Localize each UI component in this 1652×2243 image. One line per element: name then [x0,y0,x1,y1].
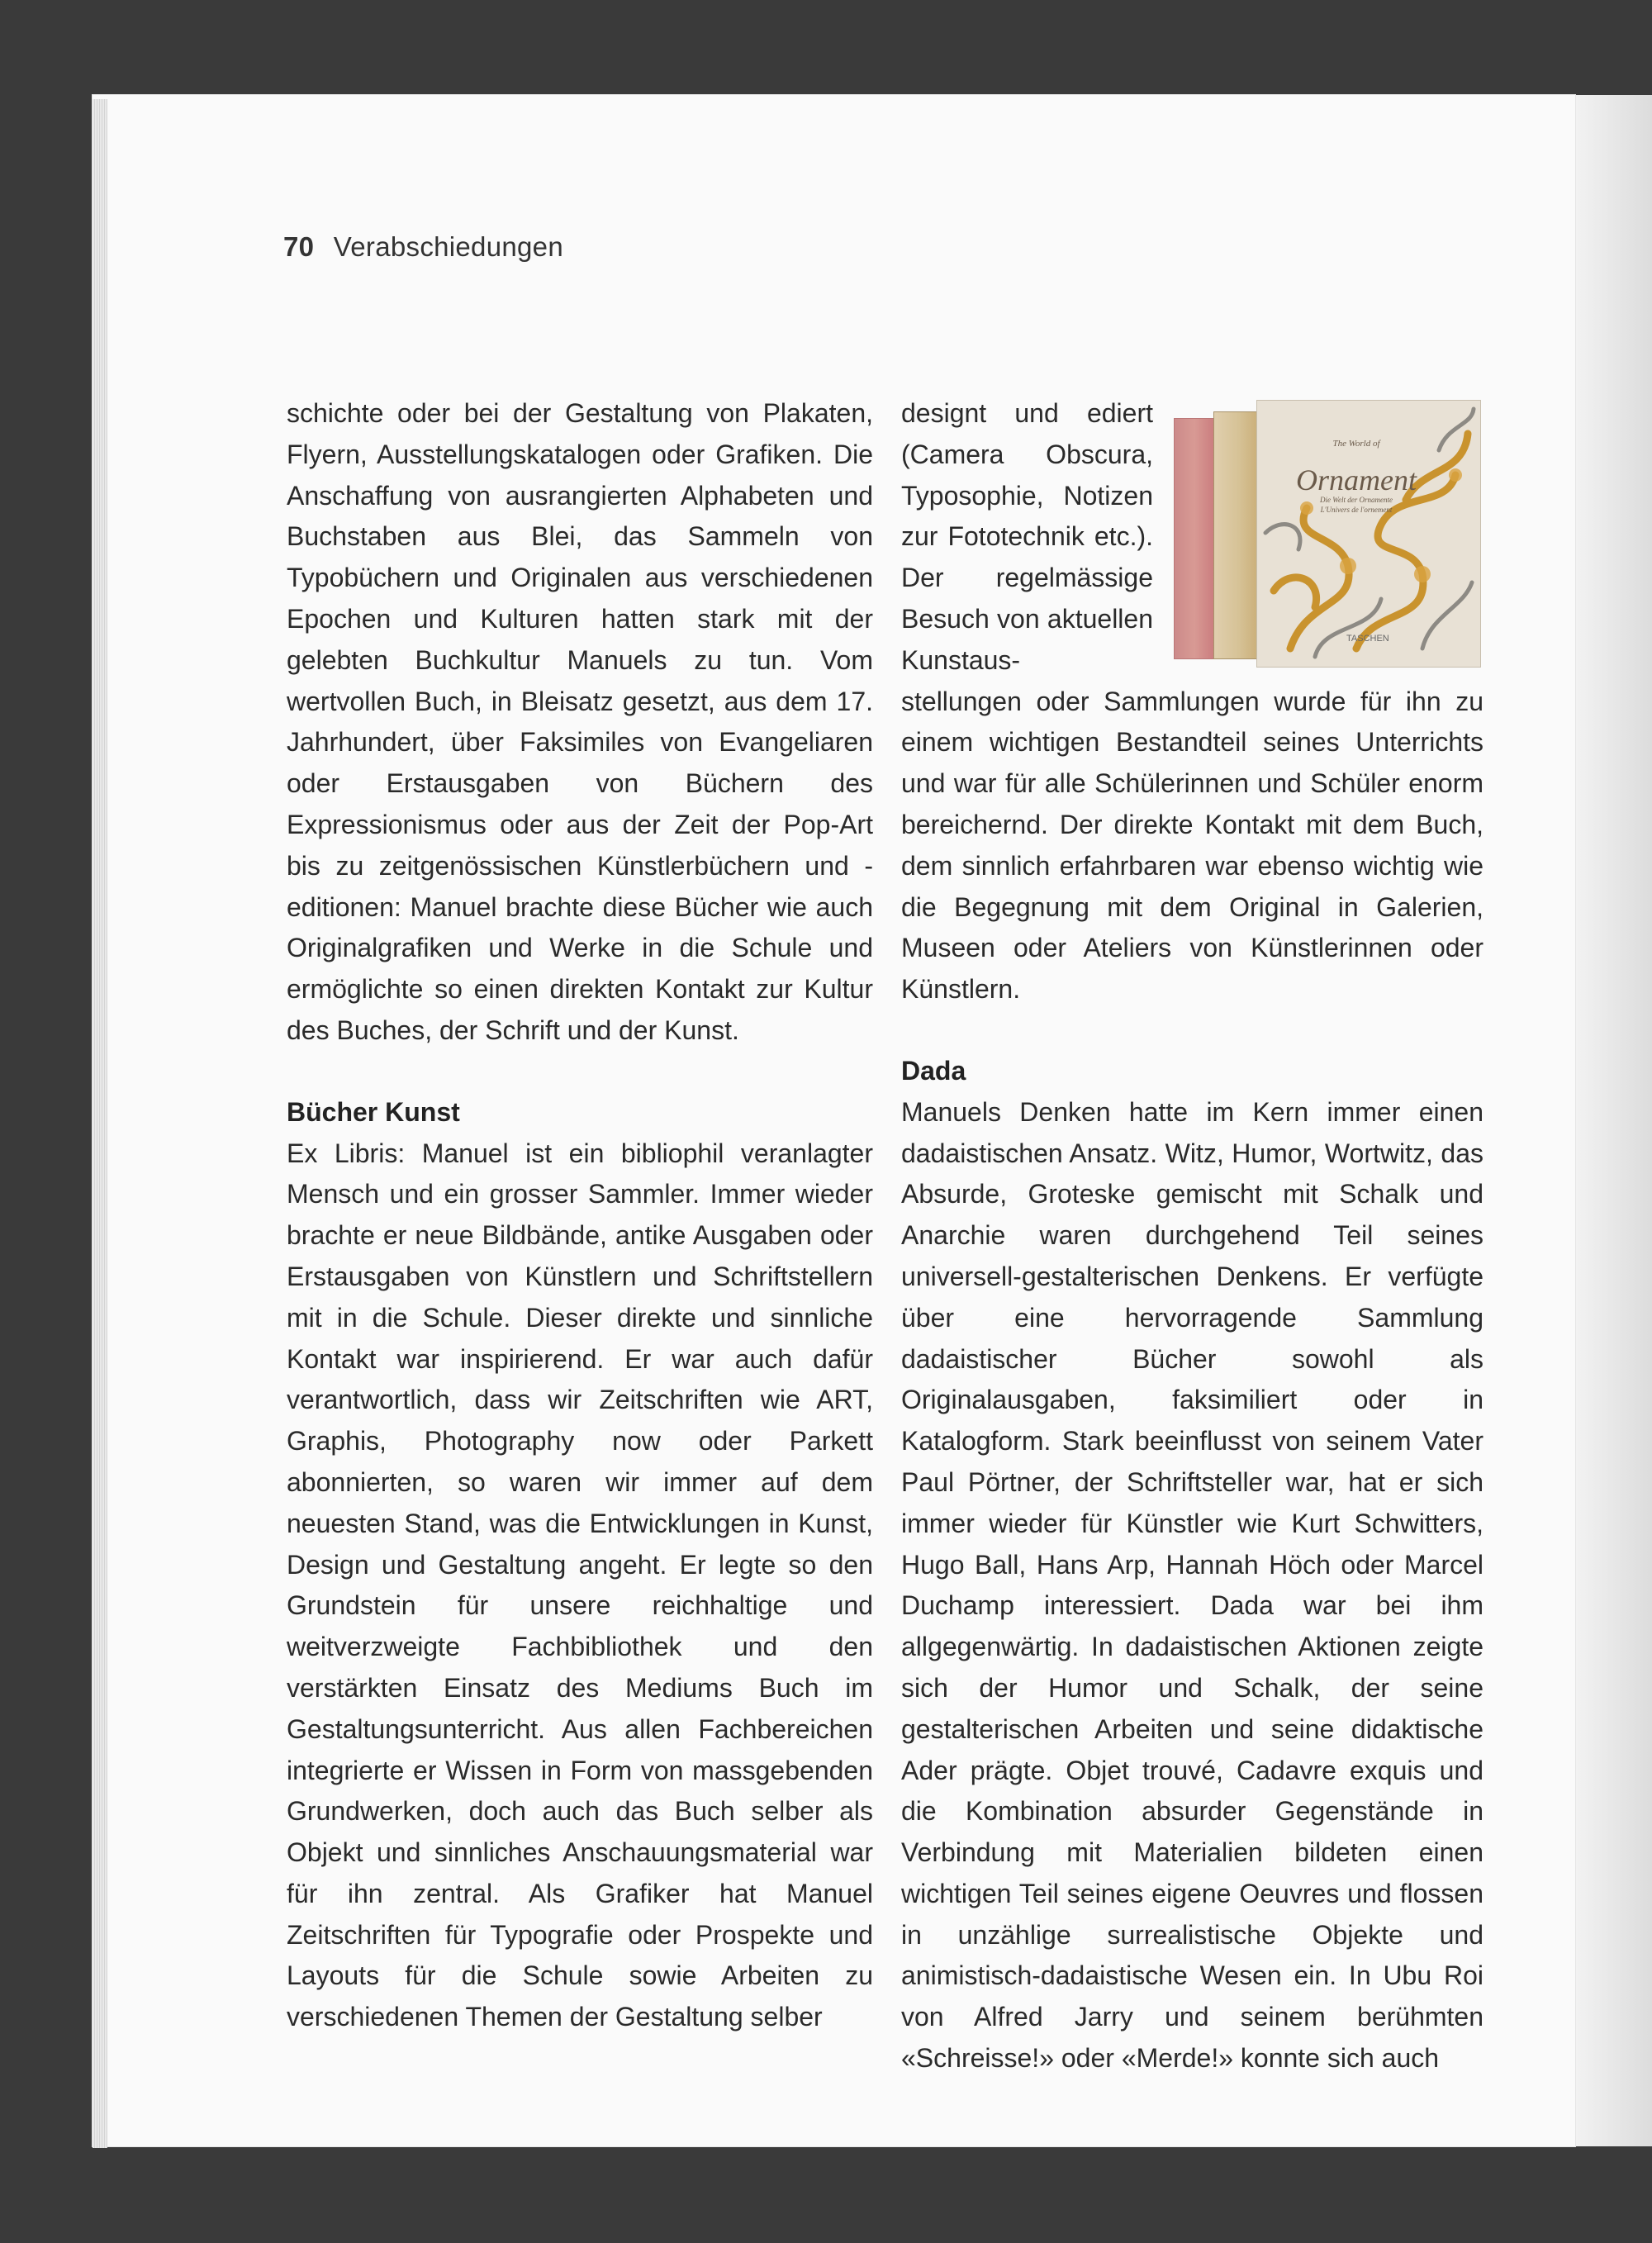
page-stack-edge [93,99,107,2148]
body-paragraph: Manuels Denken hatte im Kern immer einen dadaistischen Ansatz. Witz, Humor, Wortwitz, das Absurde, Groteske gemischt mit Schalk und Anarchie waren durchgehend Teil seines universell-gestalterischen Denkens. Er verfügte über eine hervorragende Sammlung dadaistischer Bücher sowohl als Originalausgaben, faksimiliert oder in Katalogform. Stark beeinflusst von seinem Vater Paul Pörtner, der Schriftsteller war, hat er sich immer wieder für Künstler wie Kurt Schwitters, Hugo Ball, Hans Arp, Hannah Höch oder Marcel Duchamp interessiert. Dada war bei ihm allgegenwärtig. In dadaistischen Aktionen zeigte sich der Humor und Schalk, der seine gestalterischen Arbeiten und seine didaktische Ader prägte. Objet trouvé, Cadavre exquis und die Kombination absurder Gegenstände in Verbindung mit Materialien bildeten einen wichtigen Teil seines eigene Oeuvres und flossen in unzählige surrealistische Objekte und animistisch-dadaistische Wesen ein. In Ubu Roi von Alfred Jarry und seinem berühmten «Schreisse!» oder «Merde!» konnte sich auch [901,1096,1483,2074]
cover-title-block [1290,424,1422,515]
ornament-book-cover [1256,400,1481,668]
page-number: 70 [283,231,315,262]
book-cover-image [1174,400,1483,668]
cover-small-title: The World of [1332,439,1380,449]
body-paragraph: stellungen oder Sammlungen wurde für ihn zu einem wichtigen Bestandteil seines Unterrichts und war für alle Schülerinnen und Schüler enorm bereichernd. Der direkte Kontakt mit dem Buch, dem sinnlich erfahrbaren war ebenso wichtig wie die Begegnung mit dem Original in Galerien, Museen oder Ateliers von Künstlerinnen oder Künstlern. [901,686,1483,1005]
body-paragraph: schichte oder bei der Gestaltung von Plakaten, Flyern, Ausstellungskatalogen oder Grafiken. Die Anschaffung von ausrangierten Alphabeten und Buchstaben aus Blei, das Sammeln von Typobüchern und Originalen aus verschiedenen Epochen und Kulturen hatten stark mit der gelebten Buchkultur Manuels zu tun. Vom wertvollen Buch, in Bleisatz gesetzt, aus dem 17. Jahrhundert, über Faksimiles von Evangeliaren oder Erstausgaben von Büchern des Expressionismus oder aus der Zeit der Pop-Art bis zu zeitgenössischen Künstlerbüchern und -editionen: Manuel brachte diese Bücher wie auch Originalgrafiken und Werke in die Schule und ermöglichte so einen direkten Kontakt zur Kultur des Buches, der Schrift und der Kunst. [287,398,873,1045]
running-head [283,231,563,263]
text-with-figure [901,393,1483,682]
adjacent-page-edge [1569,95,1652,2146]
cover-subtitle: L'Univers de l'ornement [1320,505,1393,514]
body-paragraph: Ex Libris: Manuel ist ein bibliophil veranlagter Mensch und ein grosser Sammler. Immer wieder brachte er neue Bildbände, antike Ausgaben oder Erstausgaben von Künstlern und Schriftstellern mit in die Schule. Dieser direkte und sinnliche Kontakt war inspirierend. Er war auch dafür verantwortlich, dass wir Zeitschriften wie ART, Graphis, Photography now oder Parkett abonnierten, so waren wir immer auf dem neuesten Stand, was die Entwicklungen in Kunst, Design und Gestaltung angeht. Er legte so den Grundstein für unsere reichhaltige und weitverzweigte Fachbibliothek und den verstärkten Einsatz des Mediums Buch im Gestaltungsunterricht. Aus allen Fachbereichen integrierte er Wissen in Form von massgebenden Grundwerken, doch auch das Buch selber als Objekt und sinnliches Anschauungsmaterial war für ihn zentral. Als Grafiker hat Manuel Zeitschriften für Typografie oder Prospekte und Layouts für die Schule sowie Arbeiten zu verschiedenen Themen der Gestaltung selber [287,1138,873,2032]
cover-subtitle: Die Welt der Ornamente [1320,495,1393,504]
left-column [287,393,873,2038]
section-title: Verabschiedungen [333,231,563,262]
cover-title: Ornament [1296,463,1417,497]
section-heading-dada: Dada [901,1055,966,1086]
right-column [901,393,1483,2079]
publisher-logo: TASCHEN [1346,634,1389,644]
body-paragraph: designt und ediert (Camera Obscura, Typosophie, Notizen zur Fototechnik etc.). Der regelmässige Besuch von aktuellen Kunstaus- [901,398,1153,675]
section-heading-books: Bücher Kunst [287,1096,460,1127]
